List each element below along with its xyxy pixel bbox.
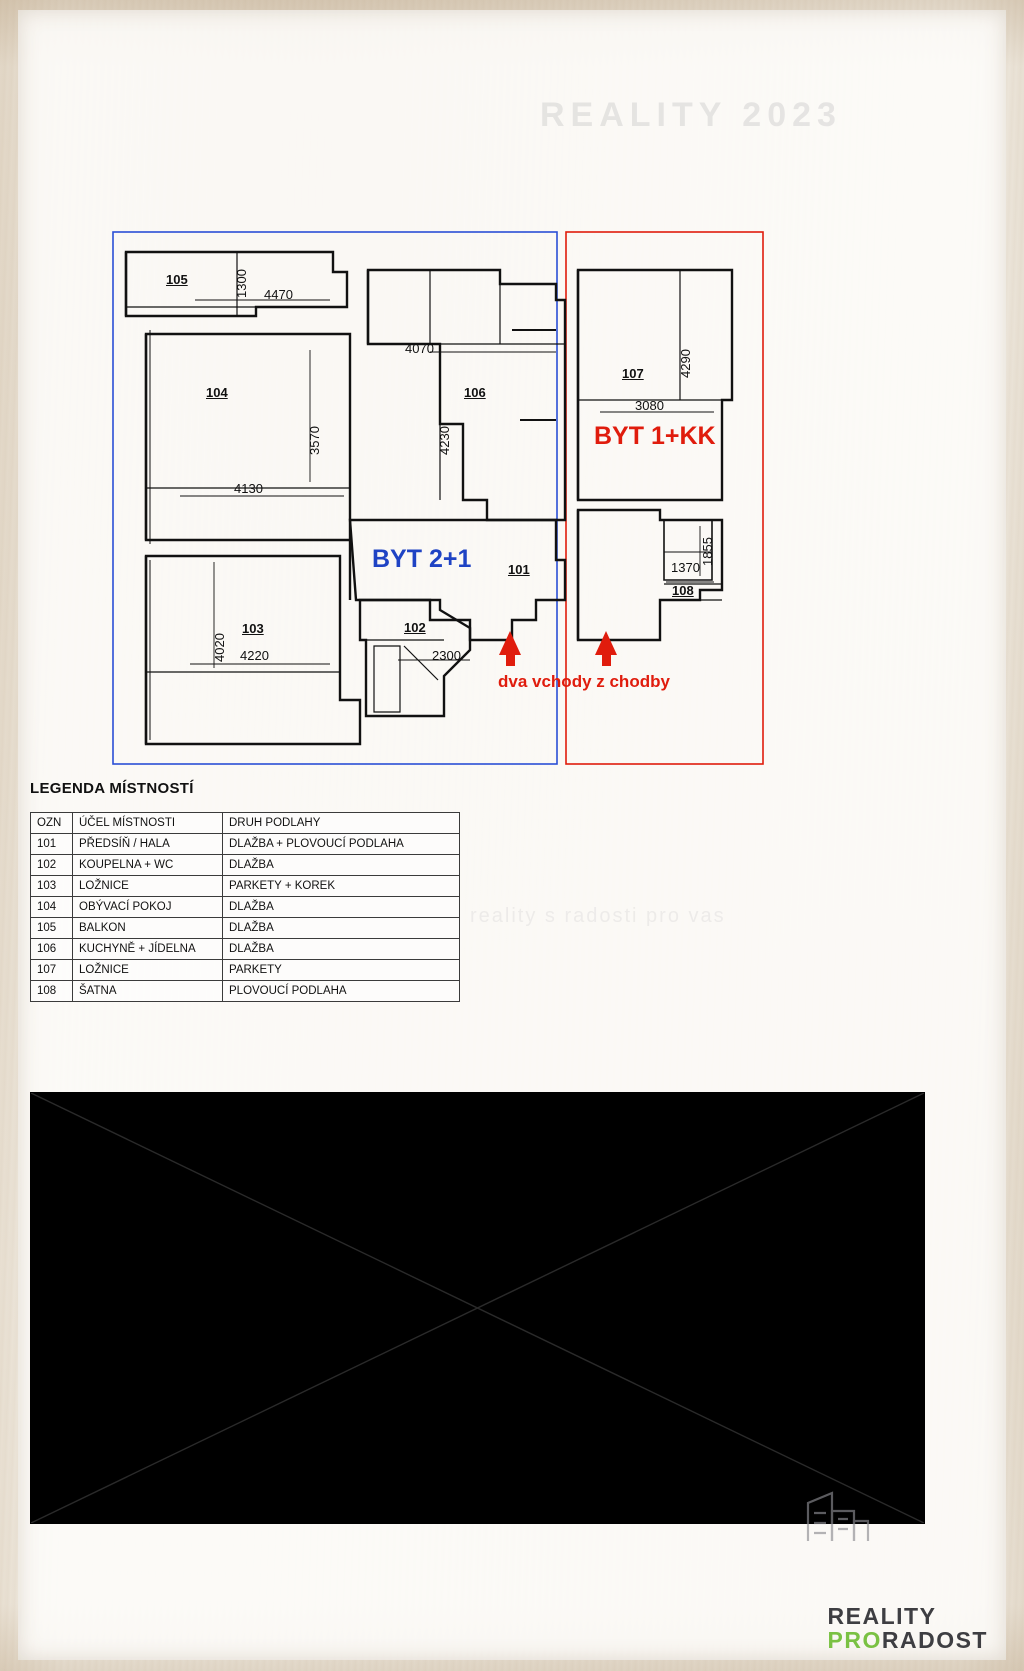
entrance-note: dva vchody z chodby: [498, 672, 670, 691]
legend-cell-floor: DLAŽBA: [223, 897, 460, 918]
legend-cell-oz: 101: [31, 834, 73, 855]
image-placeholder-cross: [31, 1093, 924, 1523]
table-row: [31, 918, 460, 939]
dimension-1855: 1855: [700, 537, 715, 566]
dimension-4070: 4070: [405, 341, 434, 356]
legend-cell-purpose: BALKON: [73, 918, 223, 939]
room-id-108: 108: [672, 583, 694, 598]
legend-cell-floor: PARKETY: [223, 960, 460, 981]
plan-walls: [126, 252, 732, 744]
brand-radost: RADOST: [881, 1627, 988, 1654]
dimension-4220: 4220: [240, 648, 269, 663]
brand-line-1: REALITY: [827, 1603, 937, 1630]
legend-cell-oz: 108: [31, 981, 73, 1002]
watermark-top: REALITY 2023: [540, 96, 842, 134]
unit-boundary-2plus1: [113, 232, 557, 764]
room-id-103: 103: [242, 621, 264, 636]
legend-cell-purpose: LOŽNICE: [73, 876, 223, 897]
room-id-107: 107: [622, 366, 644, 381]
legend-title: LEGENDA MÍSTNOSTÍ: [30, 780, 194, 797]
table-row: [31, 960, 460, 981]
unit-title-1kk: BYT 1+KK: [594, 422, 716, 450]
legend-col-oz: OZN: [31, 813, 73, 834]
room-id-104: 104: [206, 385, 228, 400]
dimension-2300: 2300: [432, 648, 461, 663]
legend-cell-purpose: LOŽNICE: [73, 960, 223, 981]
dimension-4290: 4290: [678, 349, 693, 378]
legend-col-floor: DRUH PODLAHY: [223, 813, 460, 834]
legend-cell-oz: 105: [31, 918, 73, 939]
room-id-106: 106: [464, 385, 486, 400]
legend-cell-oz: 102: [31, 855, 73, 876]
table-row: [31, 855, 460, 876]
legend-cell-purpose: KOUPELNA + WC: [73, 855, 223, 876]
legend-cell-oz: 104: [31, 897, 73, 918]
unit-title-2plus1: BYT 2+1: [372, 545, 472, 573]
legend-header-row: [31, 813, 460, 834]
brand-line-2: [828, 1629, 988, 1653]
legend-cell-purpose: ŠATNA: [73, 981, 223, 1002]
dimension-1300: 1300: [234, 269, 249, 298]
legend-cell-floor: PARKETY + KOREK: [223, 876, 460, 897]
dimension-3570: 3570: [307, 426, 322, 455]
legend-cell-oz: 103: [31, 876, 73, 897]
entrance-arrow-right-stem: [602, 652, 611, 666]
legend-col-purpose: ÚČEL MÍSTNOSTI: [73, 813, 223, 834]
legend-cell-purpose: PŘEDSÍŇ / HALA: [73, 834, 223, 855]
dimension-4130: 4130: [234, 481, 263, 496]
legend-cell-purpose: KUCHYNĚ + JÍDELNA: [73, 939, 223, 960]
legend-cell-oz: 106: [31, 939, 73, 960]
legend-cell-floor: DLAŽBA: [223, 939, 460, 960]
dimension-4230: 4230: [437, 426, 452, 455]
watermark-middle: reality s radosti pro vas: [470, 905, 726, 927]
legend-cell-floor: DLAŽBA: [223, 918, 460, 939]
building-icon: [802, 1487, 874, 1543]
legend-cell-floor: DLAŽBA: [223, 855, 460, 876]
brand-pro: PRO: [827, 1627, 882, 1654]
entrance-arrows: [499, 631, 617, 666]
legend-cell-floor: PLOVOUCÍ PODLAHA: [223, 981, 460, 1002]
entrance-arrow-right: [595, 631, 617, 655]
legend-cell-purpose: OBÝVACÍ POKOJ: [73, 897, 223, 918]
table-row: [31, 981, 460, 1002]
brand-logo: [828, 1605, 988, 1653]
dimension-4020: 4020: [212, 633, 227, 662]
dimension-1370: 1370: [671, 560, 700, 575]
dimension-3080: 3080: [635, 398, 664, 413]
table-row: [31, 876, 460, 897]
entrance-arrow-left: [499, 631, 521, 655]
legend-cell-floor: DLAŽBA + PLOVOUCÍ PODLAHA: [223, 834, 460, 855]
legend-cell-oz: 107: [31, 960, 73, 981]
room-id-101: 101: [508, 562, 530, 577]
legend-table: [30, 812, 460, 1002]
table-row: [31, 897, 460, 918]
entrance-arrow-left-stem: [506, 652, 515, 666]
room-id-105: 105: [166, 272, 188, 287]
room-id-102: 102: [404, 620, 426, 635]
table-row: [31, 939, 460, 960]
table-row: [31, 834, 460, 855]
image-placeholder: [30, 1092, 925, 1524]
dimension-lines: [180, 258, 714, 668]
dimension-4470: 4470: [264, 287, 293, 302]
